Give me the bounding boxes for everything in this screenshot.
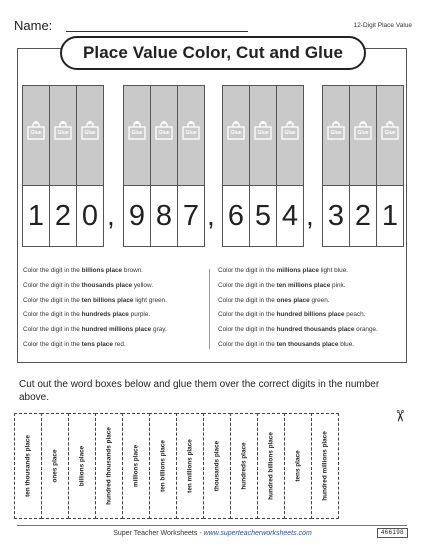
word-box-label: hundred billions place [267, 432, 275, 500]
instruction-place: hundreds place [81, 311, 129, 319]
glue-label: Glue [131, 130, 143, 136]
instruction-place: ten billions place [81, 296, 134, 304]
glue-label: Glue [384, 130, 396, 136]
digit-value[interactable]: 3 [323, 186, 349, 246]
glue-bottle-icon [182, 120, 200, 140]
digit-cell[interactable] [150, 85, 178, 247]
instruction-color: blue. [338, 340, 355, 348]
glue-area[interactable] [277, 86, 303, 186]
word-box[interactable] [95, 413, 123, 519]
instruction-item [23, 310, 167, 325]
instruction-text: Color the digit in the [218, 311, 277, 319]
instruction-text: Color the digit in the [23, 311, 82, 319]
footer-divider [17, 525, 407, 526]
instructions-right [218, 266, 378, 355]
instruction-text: Color the digit in the [23, 296, 82, 304]
instruction-place: ten thousands place [276, 340, 339, 348]
word-box[interactable] [68, 413, 96, 519]
glue-label: Glue [257, 130, 269, 136]
glue-bottle-icon [81, 120, 99, 140]
word-box[interactable] [284, 413, 312, 519]
footer-url[interactable]: www.superteacherworksheets.com [203, 530, 312, 537]
instruction-item [23, 281, 167, 296]
word-box-strips [14, 413, 338, 519]
instruction-place: ten millions place [276, 281, 331, 289]
footer [0, 530, 425, 537]
glue-area[interactable] [250, 86, 276, 186]
word-box-label: ten thousands place [24, 435, 32, 497]
word-box[interactable] [14, 413, 42, 519]
digit-value[interactable]: 5 [250, 186, 276, 246]
instructions-left [23, 266, 167, 355]
glue-bottle-icon [54, 120, 72, 140]
digit-value[interactable]: 4 [277, 186, 303, 246]
instruction-place: thousands place [81, 281, 133, 289]
digit-cell[interactable] [349, 85, 377, 247]
word-box[interactable] [176, 413, 204, 519]
word-box-label: thousands place [213, 440, 221, 492]
digit-group [22, 85, 103, 247]
glue-bottle-icon [354, 120, 372, 140]
worksheet-id: 466198 [377, 528, 408, 538]
glue-bottle-icon [27, 120, 45, 140]
instruction-item [23, 296, 167, 311]
word-box-label: hundred millions place [321, 431, 329, 501]
word-box[interactable] [122, 413, 150, 519]
glue-label: Glue [284, 130, 296, 136]
instruction-text: Color the digit in the [218, 267, 277, 274]
glue-label: Glue [357, 130, 369, 136]
instruction-text: Color the digit in the [218, 340, 277, 348]
digit-cell[interactable] [22, 85, 50, 247]
word-box-label: billions place [78, 445, 86, 487]
digit-cell[interactable] [276, 85, 304, 247]
glue-area[interactable] [178, 86, 204, 186]
digit-cell[interactable] [49, 85, 77, 247]
digit-separator: , [107, 200, 115, 231]
word-box[interactable] [311, 413, 339, 519]
glue-bottle-icon [227, 120, 245, 140]
word-box-label: ten millions place [186, 439, 194, 493]
instruction-text: Color the digit in the [23, 267, 82, 274]
glue-bottle-icon [128, 120, 146, 140]
footer-brand: Super Teacher Worksheets [113, 530, 198, 537]
digit-value[interactable]: 7 [178, 186, 204, 246]
glue-bottle-icon [254, 120, 272, 140]
instruction-text: Color the digit in the [23, 326, 82, 334]
subject-label: 12-Digit Place Value [353, 22, 412, 29]
glue-area[interactable] [77, 86, 103, 186]
instruction-item [23, 266, 167, 281]
digit-value[interactable]: 6 [223, 186, 249, 246]
digit-separator: , [306, 200, 314, 231]
instruction-color: purple. [128, 311, 151, 319]
instruction-color: orange. [354, 326, 378, 334]
word-box[interactable] [203, 413, 231, 519]
scissors-icon: ✂ [390, 409, 408, 423]
digit-cell[interactable] [249, 85, 277, 247]
word-box[interactable] [149, 413, 177, 519]
instruction-item [218, 325, 378, 340]
instruction-item [218, 310, 378, 325]
digit-group [123, 85, 204, 247]
instruction-color: peach. [344, 311, 366, 319]
instruction-item [218, 266, 378, 281]
digit-group [322, 85, 403, 247]
instruction-item [218, 281, 378, 296]
word-box-label: ten billions place [159, 440, 167, 492]
digit-cell[interactable] [123, 85, 151, 247]
glue-bottle-icon [327, 120, 345, 140]
word-box-label: tens place [294, 450, 302, 482]
digit-cell[interactable] [376, 85, 404, 247]
glue-label: Glue [230, 130, 242, 136]
word-box-label: hundred thousands place [105, 427, 113, 505]
glue-area[interactable] [23, 86, 49, 186]
instruction-place: hundred billions place [276, 311, 345, 319]
glue-bottle-icon [281, 120, 299, 140]
instruction-text: Color the digit in the [218, 326, 277, 334]
digit-cell[interactable] [76, 85, 104, 247]
glue-area[interactable] [377, 86, 403, 186]
glue-label: Glue [84, 130, 96, 136]
digit-value[interactable]: 2 [50, 186, 76, 246]
instruction-item [23, 340, 167, 355]
glue-bottle-icon [381, 120, 399, 140]
name-row [14, 16, 414, 36]
glue-label: Glue [158, 130, 170, 136]
glue-label: Glue [330, 130, 342, 136]
glue-area[interactable] [50, 86, 76, 186]
instruction-item [218, 340, 378, 355]
digit-group [222, 85, 303, 247]
instruction-text: Color the digit in the [23, 281, 82, 289]
instruction-color: brown. [122, 267, 144, 274]
instruction-item [218, 296, 378, 311]
instruction-color: yellow. [132, 281, 154, 289]
instruction-place: hundred thousands place [276, 326, 355, 334]
glue-area[interactable] [223, 86, 249, 186]
digit-value[interactable]: 0 [77, 186, 103, 246]
word-box-label: hundreds place [240, 442, 248, 490]
glue-area[interactable] [124, 86, 150, 186]
digit-value[interactable]: 1 [23, 186, 49, 246]
digit-cell[interactable] [322, 85, 350, 247]
name-line[interactable] [66, 31, 248, 32]
cut-instructions: Cut out the word boxes below and glue them over the correct digits in the number above. [19, 379, 380, 403]
word-box-label: ones place [51, 449, 59, 483]
glue-area[interactable] [151, 86, 177, 186]
digit-cell[interactable] [177, 85, 205, 247]
instruction-place: hundred millions place [81, 326, 152, 334]
instruction-color: light blue. [318, 267, 349, 274]
instruction-place: billions place [81, 267, 123, 274]
glue-label: Glue [30, 130, 42, 136]
glue-bottle-icon [155, 120, 173, 140]
instruction-color: green. [309, 296, 330, 304]
instruction-text: Color the digit in the [218, 281, 277, 289]
digit-cell[interactable] [222, 85, 250, 247]
instruction-place: ones place [276, 296, 310, 304]
name-label: Name: [14, 18, 53, 33]
digit-separator: , [207, 200, 215, 231]
digit-value[interactable]: 1 [377, 186, 403, 246]
glue-area[interactable] [323, 86, 349, 186]
column-divider [209, 269, 210, 349]
footer-separator: - [197, 530, 204, 537]
instruction-text: Color the digit in the [218, 296, 277, 304]
word-box[interactable] [257, 413, 285, 519]
word-box-label: millions place [132, 444, 140, 488]
instruction-item [23, 325, 167, 340]
digit-value[interactable]: 9 [124, 186, 150, 246]
instruction-place: tens place [81, 340, 113, 348]
page-title: Place Value Color, Cut and Glue [60, 36, 366, 70]
instruction-color: gray. [151, 326, 167, 334]
instruction-place: millions place [276, 267, 319, 274]
glue-label: Glue [185, 130, 197, 136]
word-box[interactable] [41, 413, 69, 519]
digit-value[interactable]: 8 [151, 186, 177, 246]
instruction-color: light green. [133, 296, 167, 304]
instruction-color: pink. [330, 281, 346, 289]
instruction-color: red. [112, 340, 126, 348]
glue-label: Glue [57, 130, 69, 136]
glue-area[interactable] [350, 86, 376, 186]
digit-value[interactable]: 2 [350, 186, 376, 246]
word-box[interactable] [230, 413, 258, 519]
instruction-text: Color the digit in the [23, 340, 82, 348]
